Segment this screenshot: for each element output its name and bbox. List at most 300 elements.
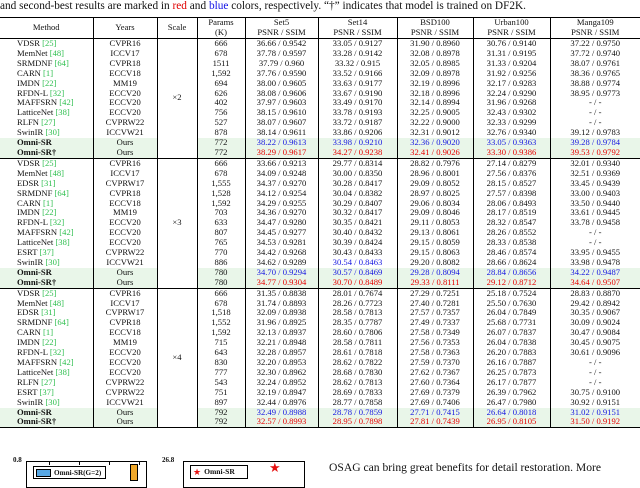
years-cell: ICCV17 — [93, 49, 157, 59]
years-cell: ECCV20 — [93, 348, 157, 358]
metric-cell: 25.50 / 0.7630 — [473, 299, 550, 309]
metric-cell: 33.49 / 0.9170 — [318, 98, 397, 108]
metric-cell: 37.78 / 0.9597 — [245, 49, 318, 59]
right-chart-legend — [190, 465, 248, 479]
metric-cell: 38.07 / 0.9761 — [570, 58, 621, 68]
method-name: RFDN-L — [17, 218, 48, 228]
params-cell: 666 — [197, 158, 245, 168]
metric-cell: 32.21 / 0.8948 — [245, 338, 318, 348]
citation-link[interactable]: [25] — [42, 38, 57, 48]
metric-cell: 33.95 / 0.9455 — [570, 248, 621, 258]
metric-cell: - / - — [589, 238, 602, 248]
citation-link[interactable]: [38] — [55, 238, 70, 248]
table-row — [0, 288, 640, 298]
metric-cell: 38.00 / 0.9605 — [245, 79, 318, 89]
metric-cell: 28.06 / 0.8493 — [473, 199, 550, 209]
metric-cell: 30.61 / 0.9096 — [570, 348, 621, 358]
method-cell — [0, 89, 93, 99]
metric-cell: 26.95 / 0.8105 — [473, 417, 550, 427]
citation-link[interactable]: [64] — [54, 318, 69, 328]
params-cell: 543 — [197, 378, 245, 388]
params-cell: 1511 — [197, 59, 245, 69]
metric-cell: 34.37 / 0.9270 — [245, 179, 318, 189]
scale-group-x4 — [0, 288, 640, 428]
metric-cell: 28.68 / 0.7830 — [318, 368, 397, 378]
years-cell: CVPR16 — [93, 288, 157, 298]
metric-cell: 32.19 / 0.8947 — [245, 388, 318, 398]
method-name: VDSR — [17, 158, 40, 168]
params-cell: 1,592 — [197, 328, 245, 338]
metric-cell: 32.30 / 0.8962 — [245, 368, 318, 378]
years-cell: CVPRW22 — [93, 118, 157, 128]
metric-cell: 33.05 / 0.9363 — [473, 138, 550, 148]
params-cell: 694 — [197, 79, 245, 89]
years-cell: Ours — [93, 417, 157, 427]
citation-link[interactable]: [42] — [59, 98, 74, 108]
method-name: Omni-SR† — [17, 277, 57, 287]
method-cell — [0, 268, 93, 278]
years-cell: MM19 — [93, 208, 157, 218]
params-cell: 777 — [197, 368, 245, 378]
metric-cell: 30.75 / 0.9100 — [570, 387, 621, 397]
table-row — [0, 108, 640, 118]
method-cell — [0, 288, 93, 298]
metric-cell: 28.77 / 0.7858 — [318, 398, 397, 408]
metric-cell: 26.17 / 0.7877 — [473, 378, 550, 388]
metric-cell: 34.09 / 0.9248 — [245, 169, 318, 179]
years-cell: ECCV20 — [93, 358, 157, 368]
params-cell: 886 — [197, 258, 245, 268]
metric-cell: 34.64 / 0.9507 — [570, 277, 621, 287]
body-text: OSAG can bring great benefits for detail restoration. More — [329, 461, 602, 474]
years-cell: ECCV18 — [93, 328, 157, 338]
metric-cell: 32.09 / 0.8978 — [397, 69, 473, 79]
citation-link[interactable]: [42] — [59, 358, 74, 367]
params-cell: 897 — [197, 398, 245, 408]
table-row — [0, 278, 640, 288]
metric-cell: 31.50 / 0.9192 — [570, 417, 621, 427]
metric-cell: - / - — [589, 377, 602, 387]
params-cell: 780 — [197, 268, 245, 278]
table-row — [0, 408, 640, 418]
metric-cell: 31.90 / 0.8960 — [397, 39, 473, 49]
metric-cell: 31.02 / 0.9151 — [570, 407, 621, 417]
citation-link[interactable]: [42] — [59, 228, 74, 238]
years-cell: ECCV20 — [93, 238, 157, 248]
metric-cell: 27.49 / 0.7337 — [397, 318, 473, 328]
method-name: ESRT — [17, 248, 38, 258]
metric-cell: 28.84 / 0.8656 — [473, 268, 550, 278]
params-cell: 703 — [197, 208, 245, 218]
scale-cell: ×4 — [157, 288, 197, 428]
metric-cell: 34.70 / 0.9294 — [245, 268, 318, 278]
method-cell — [0, 59, 93, 69]
params-cell: 807 — [197, 228, 245, 238]
results-table-container — [0, 17, 640, 428]
right-chart-ytick: 26.8 — [162, 456, 175, 464]
star-icon: ★ — [193, 467, 202, 477]
metric-cell: 37.76 / 0.9590 — [245, 69, 318, 79]
citation-link[interactable]: [22] — [42, 338, 57, 348]
method-name: SwinIR — [17, 257, 44, 267]
table-row — [0, 358, 640, 368]
metric-cell: 27.29 / 0.7251 — [397, 288, 473, 298]
metric-cell: 34.22 / 0.9487 — [570, 267, 621, 277]
metric-cell: 28.26 / 0.8552 — [473, 228, 550, 238]
metric-cell: - / - — [589, 358, 602, 367]
metric-cell: 30.47 / 0.9084 — [570, 328, 621, 338]
metric-cell: 26.07 / 0.7837 — [473, 328, 550, 338]
citation-link[interactable]: [31] — [41, 178, 56, 188]
metric-cell: 31.96 / 0.9268 — [473, 98, 550, 108]
table-row — [0, 238, 640, 248]
metric-cell: 30.70 / 0.8489 — [318, 278, 397, 288]
method-cell — [0, 368, 93, 378]
table-row — [0, 49, 640, 59]
metric-cell: 28.26 / 0.7723 — [318, 299, 397, 309]
metric-cell: 29.42 / 0.8942 — [570, 298, 621, 308]
metric-cell: 32.08 / 0.8978 — [397, 49, 473, 59]
metric-cell: 27.60 / 0.7364 — [397, 378, 473, 388]
metric-cell: 29.11 / 0.8053 — [397, 218, 473, 228]
method-name: RFDN-L — [17, 88, 48, 98]
citation-link[interactable]: [38] — [55, 367, 70, 377]
column-header-manga109: Manga109 PSNR / SSIM — [571, 17, 620, 37]
citation-link[interactable]: [38] — [55, 108, 70, 118]
citation-link[interactable]: [27] — [41, 377, 56, 387]
method-name: IMDN — [17, 338, 40, 348]
citation-link[interactable]: [32] — [49, 218, 65, 228]
params-cell: 626 — [197, 89, 245, 99]
metric-cell: 33.98 / 0.9210 — [318, 138, 397, 148]
citation-link[interactable]: [1] — [43, 198, 54, 208]
citation-link[interactable]: [25] — [42, 288, 57, 298]
citation-link[interactable]: [30] — [45, 128, 60, 138]
metric-cell: 34.47 / 0.9280 — [245, 218, 318, 228]
citation-link[interactable]: [27] — [41, 118, 56, 128]
method-name: SRMDNF — [17, 318, 53, 328]
metric-cell: 30.28 / 0.8417 — [318, 179, 397, 189]
method-name: EDSR — [17, 308, 39, 318]
metric-cell: 29.09 / 0.8046 — [397, 208, 473, 218]
params-cell: 830 — [197, 358, 245, 368]
left-chart-legend — [33, 466, 106, 479]
metric-cell: 28.17 / 0.8519 — [473, 208, 550, 218]
table-row — [0, 59, 640, 69]
citation-link[interactable]: [32] — [49, 348, 65, 358]
method-name: EDSR — [17, 178, 39, 188]
metric-cell: 38.14 / 0.9611 — [245, 128, 318, 138]
metric-cell: 37.22 / 0.9750 — [570, 38, 621, 48]
method-name: SwinIR — [17, 397, 44, 407]
method-cell — [0, 179, 93, 189]
citation-link[interactable]: [25] — [42, 158, 57, 168]
table-row — [0, 328, 640, 338]
metric-cell: 28.35 / 0.7787 — [318, 318, 397, 328]
axis-tick — [79, 462, 80, 465]
metric-cell: 27.58 / 0.7349 — [397, 328, 473, 338]
method-cell — [0, 338, 93, 348]
yellow-bar — [130, 464, 138, 481]
method-name: SRMDNF — [17, 58, 53, 68]
metric-cell: 30.43 / 0.8433 — [318, 248, 397, 258]
citation-link[interactable]: [22] — [42, 208, 57, 218]
method-cell — [0, 318, 93, 328]
years-cell: Ours — [93, 408, 157, 418]
caption-red-word: red — [172, 0, 187, 12]
metric-cell: 33.98 / 0.9478 — [570, 257, 621, 267]
citation-link[interactable]: [48] — [49, 168, 65, 178]
metric-cell: 28.69 / 0.7833 — [318, 388, 397, 398]
method-cell — [0, 208, 93, 218]
metric-cell: 32.19 / 0.8996 — [397, 79, 473, 89]
citation-link[interactable]: [64] — [54, 188, 69, 198]
metric-cell: 33.50 / 0.9440 — [570, 198, 621, 208]
params-cell: 402 — [197, 98, 245, 108]
axis-tick — [109, 462, 110, 465]
method-name: MemNet — [17, 168, 48, 178]
metric-cell: 32.18 / 0.8996 — [397, 89, 473, 99]
method-name: LatticeNet — [17, 108, 54, 118]
column-header-method: Method — [0, 18, 93, 39]
table-caption — [0, 0, 640, 13]
params-cell: 1,555 — [197, 179, 245, 189]
table-row — [0, 39, 640, 49]
metric-cell: 37.97 / 0.9603 — [245, 98, 318, 108]
years-cell: ICCVW21 — [93, 258, 157, 268]
metric-cell: 30.04 / 0.8382 — [318, 189, 397, 199]
table-row — [0, 208, 640, 218]
params-cell: 772 — [197, 138, 245, 148]
years-cell: ECCV20 — [93, 218, 157, 228]
metric-cell: 31.35 / 0.8838 — [245, 288, 318, 298]
legend-swatch-blue — [36, 469, 51, 477]
metric-cell: 33.72 / 0.9187 — [318, 118, 397, 128]
column-header-scale: Scale — [157, 18, 197, 39]
metric-cell: 26.16 / 0.7887 — [473, 358, 550, 368]
metric-cell: 30.39 / 0.8424 — [318, 238, 397, 248]
method-name: MAFFSRN — [17, 228, 58, 238]
method-name: CARN — [17, 68, 41, 78]
metric-cell: 32.43 / 0.9302 — [473, 108, 550, 118]
metric-cell: - / - — [589, 228, 602, 238]
years-cell: ICCVW21 — [93, 128, 157, 138]
years-cell: CVPR16 — [93, 39, 157, 49]
citation-link[interactable]: [30] — [45, 397, 60, 407]
metric-cell: 29.20 / 0.8082 — [397, 258, 473, 268]
metric-cell: 31.33 / 0.9204 — [473, 59, 550, 69]
citation-link[interactable]: [22] — [42, 78, 57, 88]
citation-link[interactable]: [1] — [43, 328, 54, 338]
scale-group-x2 — [0, 39, 640, 159]
metric-cell: 28.96 / 0.8001 — [397, 169, 473, 179]
metric-cell: 30.45 / 0.9075 — [570, 338, 621, 348]
years-cell: CVPRW17 — [93, 179, 157, 189]
params-cell: 1,592 — [197, 69, 245, 79]
table-row — [0, 417, 640, 427]
metric-cell: 33.52 / 0.9166 — [318, 69, 397, 79]
metric-cell: 27.40 / 0.7281 — [397, 299, 473, 309]
metric-cell: 34.77 / 0.9304 — [245, 278, 318, 288]
metric-cell: 30.76 / 0.9140 — [473, 39, 550, 49]
metric-cell: 33.67 / 0.9190 — [318, 89, 397, 99]
metric-cell: 30.00 / 0.8350 — [318, 169, 397, 179]
params-cell: 765 — [197, 238, 245, 248]
metric-cell: 27.69 / 0.7406 — [397, 398, 473, 408]
table-row — [0, 218, 640, 228]
metric-cell: 33.78 / 0.9458 — [570, 218, 621, 228]
table-row — [0, 199, 640, 209]
metric-cell: 30.29 / 0.8407 — [318, 199, 397, 209]
citation-link[interactable]: [48] — [49, 48, 65, 58]
metric-cell: 26.47 / 0.7980 — [473, 398, 550, 408]
table-row — [0, 98, 640, 108]
metric-cell: 32.13 / 0.8937 — [245, 328, 318, 338]
metric-cell: 29.33 / 0.8111 — [397, 278, 473, 288]
metric-cell: 28.83 / 0.8870 — [570, 288, 621, 298]
metric-cell: 31.92 / 0.9256 — [473, 69, 550, 79]
metric-cell: 32.22 / 0.9000 — [397, 118, 473, 128]
metric-cell: 32.41 / 0.9026 — [397, 148, 473, 158]
metric-cell: 27.57 / 0.7357 — [397, 308, 473, 318]
table-row — [0, 179, 640, 189]
metric-cell: 38.15 / 0.9610 — [245, 108, 318, 118]
years-cell: CVPRW22 — [93, 378, 157, 388]
params-cell: 1,552 — [197, 318, 245, 328]
method-cell — [0, 378, 93, 388]
metric-cell: 26.64 / 0.8018 — [473, 408, 550, 418]
metric-cell: 34.12 / 0.9254 — [245, 189, 318, 199]
metric-cell: 32.09 / 0.8938 — [245, 308, 318, 318]
metric-cell: 27.62 / 0.7367 — [397, 368, 473, 378]
caption-blue-word: blue — [208, 0, 229, 12]
params-cell: 756 — [197, 108, 245, 118]
caption-suffix: colors, respectively. “†” indicates that model is trained on DF2K. — [228, 0, 527, 12]
metric-cell: 33.45 / 0.9439 — [570, 178, 621, 188]
metric-cell: 38.22 / 0.9613 — [245, 138, 318, 148]
years-cell: CVPRW17 — [93, 308, 157, 318]
table-row — [0, 338, 640, 348]
metric-cell: 30.32 / 0.8417 — [318, 208, 397, 218]
metric-cell: 33.32 / 0.915 — [318, 59, 397, 69]
metric-cell: 25.68 / 0.7731 — [473, 318, 550, 328]
column-header-params: Params (K) — [197, 18, 245, 39]
years-cell: Ours — [93, 148, 157, 158]
metric-cell: 38.07 / 0.9607 — [245, 118, 318, 128]
citation-link[interactable]: [37] — [39, 248, 54, 258]
table-row — [0, 378, 640, 388]
params-cell: 678 — [197, 299, 245, 309]
metric-cell: 28.46 / 0.8574 — [473, 248, 550, 258]
table-row — [0, 228, 640, 238]
citation-link[interactable]: [64] — [54, 58, 69, 68]
metric-cell: 28.58 / 0.7813 — [318, 308, 397, 318]
scale-cell: ×3 — [157, 158, 197, 288]
citation-link[interactable]: [31] — [41, 308, 56, 318]
table-row — [0, 148, 640, 158]
citation-link[interactable]: [37] — [39, 387, 54, 397]
years-cell: CVPRW22 — [93, 388, 157, 398]
caption-prefix: and second-best results are marked in — [0, 0, 173, 12]
metric-cell: 39.12 / 0.9783 — [570, 128, 621, 138]
column-header-bsd100: BSD100 PSNR / SSIM — [397, 18, 473, 39]
metric-cell: 30.35 / 0.8421 — [318, 218, 397, 228]
params-cell: 678 — [197, 169, 245, 179]
method-cell — [0, 69, 93, 79]
metric-cell: 32.14 / 0.8994 — [397, 98, 473, 108]
citation-link[interactable]: [32] — [49, 88, 65, 98]
years-cell: CVPRW22 — [93, 248, 157, 258]
left-legend-label: Omni-SR(G=2) — [54, 468, 102, 477]
method-cell — [0, 388, 93, 398]
years-cell: Ours — [93, 138, 157, 148]
metric-cell: 32.31 / 0.9012 — [397, 128, 473, 138]
method-name: ESRT — [17, 387, 38, 397]
metric-cell: 33.78 / 0.9193 — [318, 108, 397, 118]
params-cell: 1,592 — [197, 199, 245, 209]
metric-cell: 29.09 / 0.8052 — [397, 179, 473, 189]
metric-cell: 33.05 / 0.9127 — [318, 39, 397, 49]
metric-cell: 32.44 / 0.8976 — [245, 398, 318, 408]
method-cell — [0, 248, 93, 258]
method-name: MemNet — [17, 298, 48, 308]
metric-cell: 27.71 / 0.7415 — [397, 408, 473, 418]
method-cell — [0, 348, 93, 358]
metric-cell: 30.92 / 0.9151 — [570, 397, 621, 407]
table-row — [0, 158, 640, 168]
params-cell: 1,518 — [197, 308, 245, 318]
metric-cell: 28.32 / 0.8547 — [473, 218, 550, 228]
metric-cell: 33.28 / 0.9142 — [318, 49, 397, 59]
table-row — [0, 138, 640, 148]
metric-cell: 28.60 / 0.7806 — [318, 328, 397, 338]
metric-cell: 38.95 / 0.9773 — [570, 88, 621, 98]
metric-cell: 37.79 / 0.960 — [245, 59, 318, 69]
years-cell: Ours — [93, 278, 157, 288]
years-cell: ECCV18 — [93, 199, 157, 209]
params-cell: 633 — [197, 218, 245, 228]
method-name: MemNet — [17, 48, 48, 58]
metric-cell: 38.36 / 0.9765 — [570, 68, 621, 78]
metric-cell: 29.12 / 0.8712 — [473, 278, 550, 288]
method-name: CARN — [17, 328, 41, 338]
method-name: VDSR — [17, 288, 40, 298]
method-cell — [0, 108, 93, 118]
years-cell: CVPR18 — [93, 318, 157, 328]
citation-link[interactable]: [48] — [49, 298, 65, 308]
method-cell — [0, 328, 93, 338]
citation-link[interactable]: [1] — [43, 68, 54, 78]
metric-cell: 32.51 / 0.9369 — [570, 168, 621, 178]
years-cell: CVPR18 — [93, 189, 157, 199]
metric-cell: 31.31 / 0.9195 — [473, 49, 550, 59]
method-name: IMDN — [17, 208, 40, 218]
years-cell: Ours — [93, 268, 157, 278]
metric-cell: 32.01 / 0.9340 — [570, 158, 621, 168]
metric-cell: 27.69 / 0.7379 — [397, 388, 473, 398]
method-cell — [0, 199, 93, 209]
table-row — [0, 299, 640, 309]
metric-cell: 32.76 / 0.9340 — [473, 128, 550, 138]
method-cell — [0, 417, 93, 427]
method-cell — [0, 138, 93, 148]
method-name: MAFFSRN — [17, 358, 58, 367]
years-cell: CVPR16 — [93, 158, 157, 168]
years-cell: ICCV17 — [93, 299, 157, 309]
table-row — [0, 268, 640, 278]
metric-cell: 25.18 / 0.7524 — [473, 288, 550, 298]
citation-link[interactable]: [30] — [45, 257, 60, 267]
